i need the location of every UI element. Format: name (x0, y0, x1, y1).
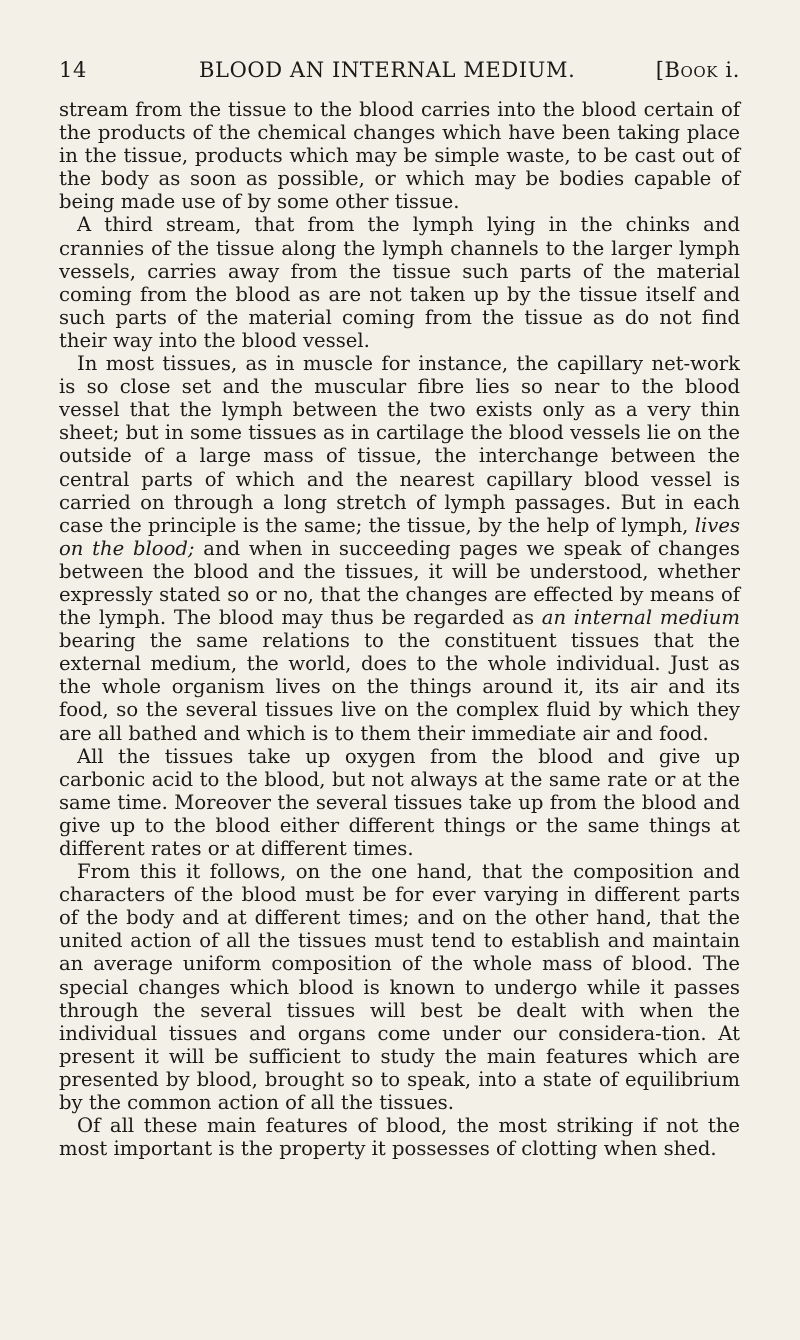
paragraph-2: A third stream, that from the lymph lying in the chinks and crannies of the tissue along the lymph channels to the larger lymph vessels, carries away from the tissue such parts of the material coming from the blood as are not taken up by the tissue itself and such parts of the material coming from the tissue as do not find their way into the blood vessel. (59, 213, 740, 352)
book-reference (656, 58, 740, 82)
chapter-title: BLOOD AN INTERNAL MEDIUM. (199, 58, 576, 82)
paragraph-1: stream from the tissue to the blood carries into the blood certain of the products of the chemical changes which have been taking place in the tissue, products which may be simple waste, to be cast out of the body as soon as possible, or which may be bodies capable of being made use of by some other tissue. (59, 98, 740, 214)
paragraph-3-part-b: and when in succeeding pages we speak of changes between the blood and the tissues, it will be understood, whether expressly stated so or no, that the changes are effected by means of the lymph. The blood may thus be regarded as (59, 536, 740, 630)
paragraph-3 (59, 352, 740, 745)
book-bracket: [ (655, 58, 665, 82)
emphasis-lives-on-blood: lives on the blood; (59, 513, 741, 560)
paragraph-5: From this it follows, on the one hand, that the composition and characters of the blood must be for ever varying in different parts of the body and at different times; and on the other hand, that the united action of all the tissues must tend to establish and maintain an average uniform composition of the whole mass of blood. The special changes which blood is known to undergo while it passes through the several tissues will best be dealt with when the individual tissues and organs come under our considera-tion. At present it will be sufficient to study the main features which are presented by blood, brought so to speak, into a state of equilibrium by the common action of all the tissues. (59, 860, 740, 1115)
body-text (59, 98, 740, 1160)
paragraph-3-part-c: bearing the same relations to the constituent tissues that the external medium, the world, does to the whole individual. Just as the whole organism lives on the things around it, its air and its food, so the several tissues live on the complex fluid by which they are all bathed and which is to them their immediate air and food. (59, 629, 740, 745)
page-number: 14 (59, 58, 87, 82)
paragraph-6: Of all these main features of blood, the most striking if not the most important is the property it possesses of clotting when shed. (59, 1114, 740, 1161)
paragraph-3-part-a: In most tissues, as in muscle for instance, the capillary net-work is so close set and the muscular fibre lies so near to the blood vessel that the lymph between the two exists only as a very thin sheet; but in some tissues as in cartilage the blood vessels lie on the outside of a large mass of tissue, the interchange between the central parts of which and the nearest capillary blood vessel is carried on through a long stretch of lymph passages. But in each case the principle is the same; the tissue, by the help of lymph, (59, 352, 741, 537)
running-head (59, 58, 740, 84)
paragraph-4: All the tissues take up oxygen from the blood and give up carbonic acid to the blood, but not always at the same rate or at the same time. Moreover the several tissues take up from the blood and give up to the blood either different things or the same things at different rates or at different times. (59, 744, 740, 860)
book-number: i. (718, 58, 740, 82)
book-word: Book (664, 58, 719, 82)
emphasis-internal-medium: an internal medium (541, 606, 741, 630)
